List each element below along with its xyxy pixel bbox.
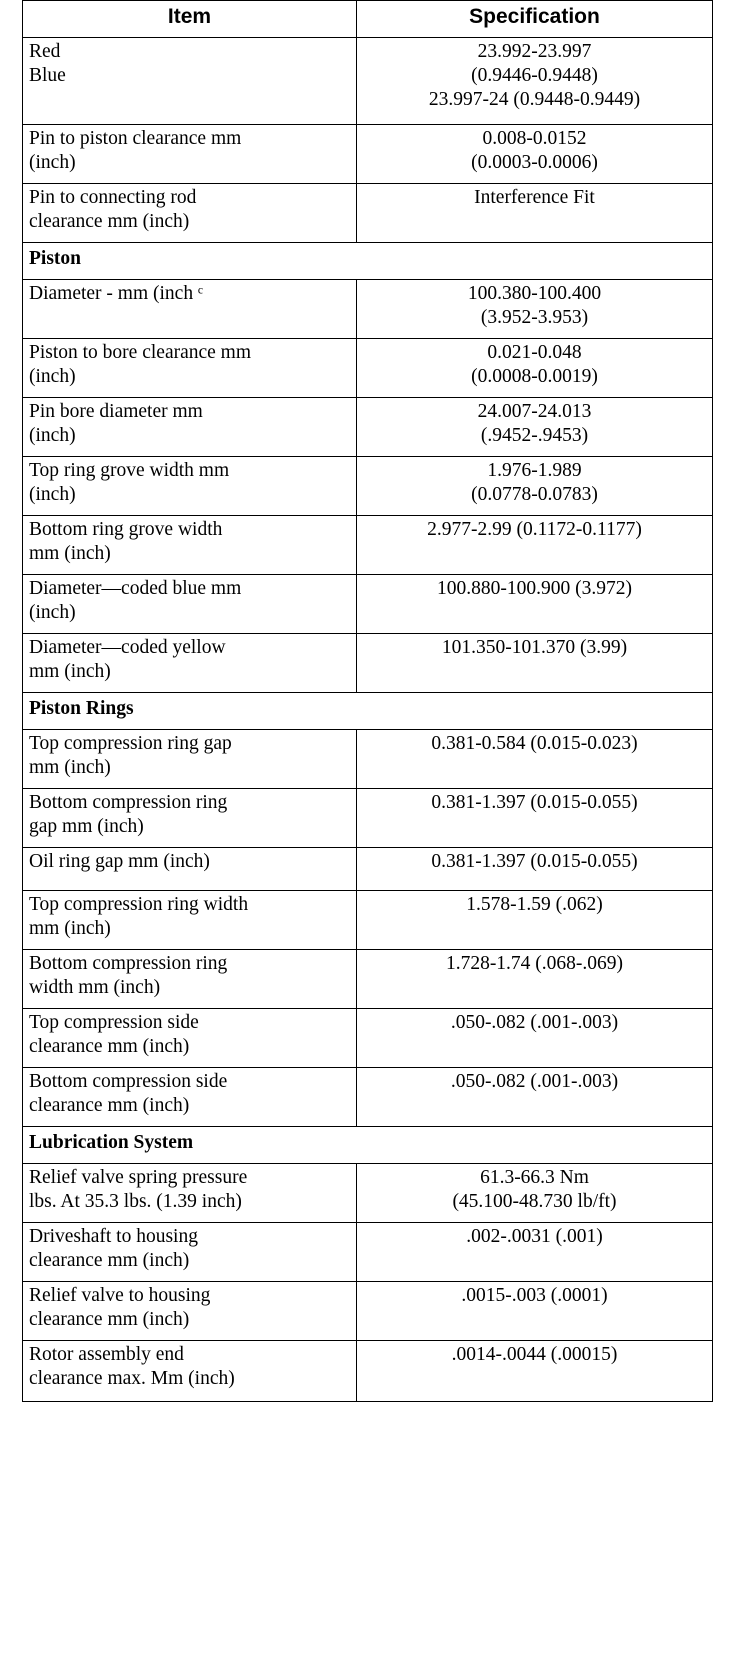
- table-row: [23, 950, 713, 1009]
- item-cell: Red Blue: [23, 38, 357, 125]
- section-row: [23, 243, 713, 280]
- specification-cell: .002-.0031 (.001): [357, 1223, 713, 1282]
- section-heading: Lubrication System: [23, 1127, 713, 1164]
- specification-cell: .0015-.003 (.0001): [357, 1282, 713, 1341]
- table-row: [23, 575, 713, 634]
- specification-cell: 24.007-24.013 (.9452-.9453): [357, 398, 713, 457]
- table-row: [23, 1164, 713, 1223]
- item-cell: Pin to connecting rod clearance mm (inch): [23, 184, 357, 243]
- table-row: [23, 516, 713, 575]
- table-row: [23, 1282, 713, 1341]
- item-cell: Diameter - mm (inch ᶜ: [23, 280, 357, 339]
- header-row: [23, 1, 713, 38]
- item-cell: Top ring grove width mm (inch): [23, 457, 357, 516]
- item-cell: Driveshaft to housing clearance mm (inch): [23, 1223, 357, 1282]
- specification-cell: 1.578-1.59 (.062): [357, 891, 713, 950]
- table-row: [23, 730, 713, 789]
- table-row: [23, 1341, 713, 1402]
- specification-cell: 101.350-101.370 (3.99): [357, 634, 713, 693]
- item-cell: Pin to piston clearance mm (inch): [23, 125, 357, 184]
- specification-cell: 0.008-0.0152 (0.0003-0.0006): [357, 125, 713, 184]
- item-cell: Top compression ring gap mm (inch): [23, 730, 357, 789]
- table-row: [23, 1009, 713, 1068]
- table-row: [23, 1068, 713, 1127]
- table-row: [23, 891, 713, 950]
- specification-cell: Interference Fit: [357, 184, 713, 243]
- item-cell: Bottom compression ring width mm (inch): [23, 950, 357, 1009]
- item-cell: Rotor assembly end clearance max. Mm (inch): [23, 1341, 357, 1402]
- item-column-header: Item: [23, 1, 357, 38]
- specification-cell: 0.381-1.397 (0.015-0.055): [357, 848, 713, 891]
- specification-cell: 61.3-66.3 Nm (45.100-48.730 lb/ft): [357, 1164, 713, 1223]
- table-row: [23, 848, 713, 891]
- item-cell: Pin bore diameter mm (inch): [23, 398, 357, 457]
- section-heading: Piston Rings: [23, 693, 713, 730]
- specification-cell: 1.976-1.989 (0.0778-0.0783): [357, 457, 713, 516]
- table-row: [23, 634, 713, 693]
- table-row: [23, 184, 713, 243]
- table-row: [23, 398, 713, 457]
- item-cell: Oil ring gap mm (inch): [23, 848, 357, 891]
- section-row: [23, 1127, 713, 1164]
- specification-cell: 100.880-100.900 (3.972): [357, 575, 713, 634]
- specification-cell: 23.992-23.997 (0.9446-0.9448) 23.997-24 (0.9448-0.9449): [357, 38, 713, 125]
- specification-cell: 100.380-100.400 (3.952-3.953): [357, 280, 713, 339]
- specification-cell: 1.728-1.74 (.068-.069): [357, 950, 713, 1009]
- section-heading: Piston: [23, 243, 713, 280]
- section-row: [23, 693, 713, 730]
- item-cell: Bottom compression ring gap mm (inch): [23, 789, 357, 848]
- specification-column-header: Specification: [357, 1, 713, 38]
- item-cell: Top compression side clearance mm (inch): [23, 1009, 357, 1068]
- specification-cell: .050-.082 (.001-.003): [357, 1009, 713, 1068]
- item-cell: Top compression ring width mm (inch): [23, 891, 357, 950]
- specification-cell: .050-.082 (.001-.003): [357, 1068, 713, 1127]
- specification-table: [22, 0, 713, 1402]
- table-row: [23, 789, 713, 848]
- table-row: [23, 38, 713, 125]
- specification-cell: 2.977-2.99 (0.1172-0.1177): [357, 516, 713, 575]
- table-row: [23, 125, 713, 184]
- table-row: [23, 280, 713, 339]
- item-cell: Relief valve spring pressure lbs. At 35.3 lbs. (1.39 inch): [23, 1164, 357, 1223]
- item-cell: Bottom ring grove width mm (inch): [23, 516, 357, 575]
- item-cell: Relief valve to housing clearance mm (inch): [23, 1282, 357, 1341]
- specification-cell: .0014-.0044 (.00015): [357, 1341, 713, 1402]
- specification-cell: 0.021-0.048 (0.0008-0.0019): [357, 339, 713, 398]
- table-row: [23, 339, 713, 398]
- table-row: [23, 1223, 713, 1282]
- item-cell: Piston to bore clearance mm (inch): [23, 339, 357, 398]
- item-cell: Diameter—coded blue mm (inch): [23, 575, 357, 634]
- item-cell: Diameter—coded yellow mm (inch): [23, 634, 357, 693]
- table-body: [23, 38, 713, 1402]
- item-cell: Bottom compression side clearance mm (inch): [23, 1068, 357, 1127]
- specification-cell: 0.381-1.397 (0.015-0.055): [357, 789, 713, 848]
- table-row: [23, 457, 713, 516]
- specification-cell: 0.381-0.584 (0.015-0.023): [357, 730, 713, 789]
